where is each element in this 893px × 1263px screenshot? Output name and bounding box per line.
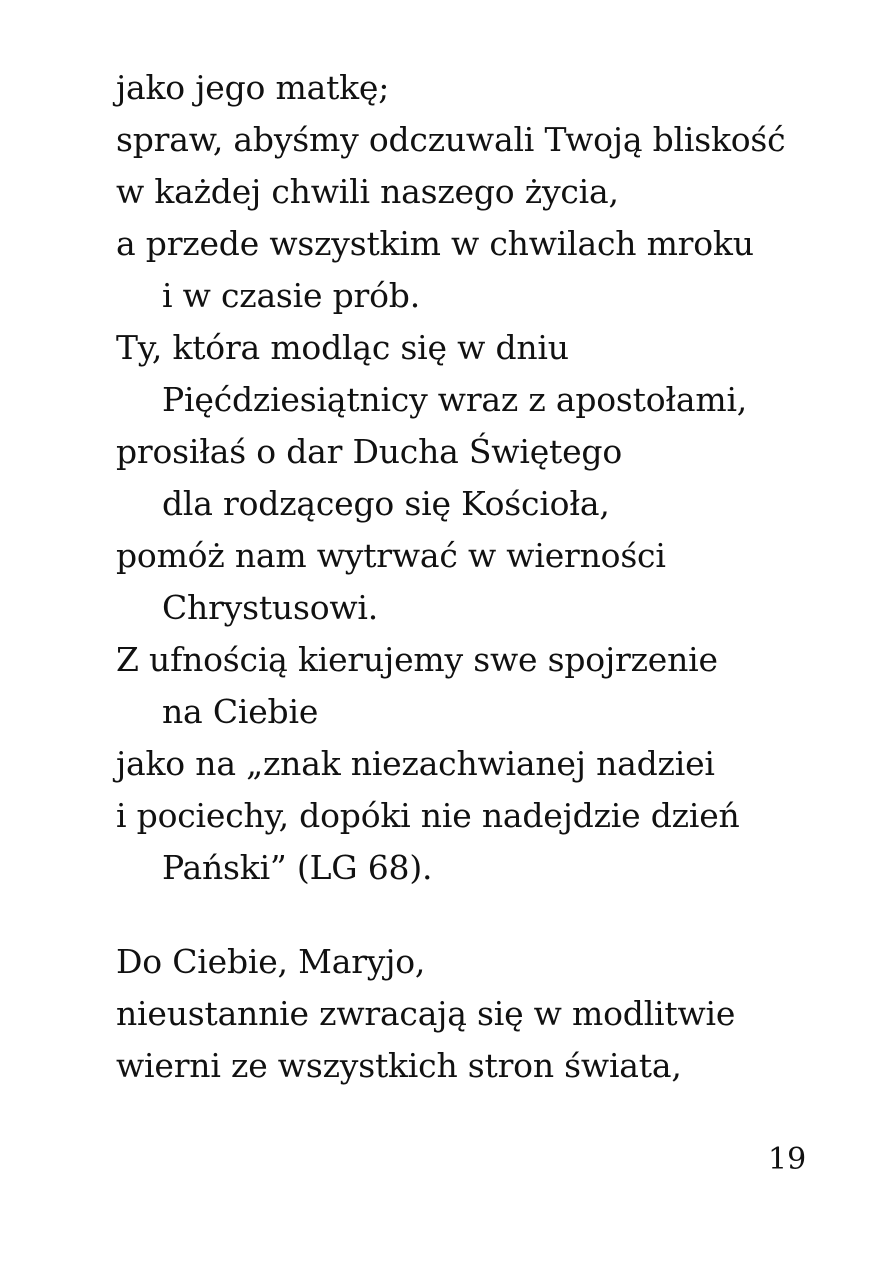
text-line: Z ufnością kierujemy swe spojrzenie [116, 640, 718, 679]
text-line: nieustannie zwracają się w modlitwie [116, 994, 736, 1033]
text-line: Ty, która modląc się w dniu [116, 328, 569, 367]
text-line: prosiłaś o dar Ducha Świętego [116, 432, 623, 471]
text-line: wierni ze wszystkich stron świata, [116, 1046, 682, 1085]
text-line: jako na „znak niezachwianej nadziei [116, 744, 715, 783]
page-number: 19 [768, 1142, 807, 1177]
text-line-indented: Chrystusowi. [162, 588, 379, 627]
text-line: pomóż nam wytrwać w wierności [116, 536, 666, 575]
text-line: i pociechy, dopóki nie nadejdzie dzień [116, 796, 740, 835]
text-line: a przede wszystkim w chwilach mroku [116, 224, 754, 263]
prayer-stanza-1 [116, 62, 836, 894]
text-line-indented: i w czasie prób. [162, 276, 421, 315]
prayer-stanza-2 [116, 936, 836, 1092]
text-line-indented: dla rodzącego się Kościoła, [162, 484, 610, 523]
text-line-indented: na Ciebie [162, 692, 319, 731]
text-line-indented: Pański” (LG 68). [162, 848, 433, 887]
text-line: Do Ciebie, Maryjo, [116, 942, 426, 981]
text-line-indented: Pięćdziesiątnicy wraz z apostołami, [162, 380, 748, 419]
text-line: spraw, abyśmy odczuwali Twoją bliskość [116, 120, 786, 159]
text-line: w każdej chwili naszego życia, [116, 172, 619, 211]
text-line: jako jego matkę; [116, 68, 390, 107]
